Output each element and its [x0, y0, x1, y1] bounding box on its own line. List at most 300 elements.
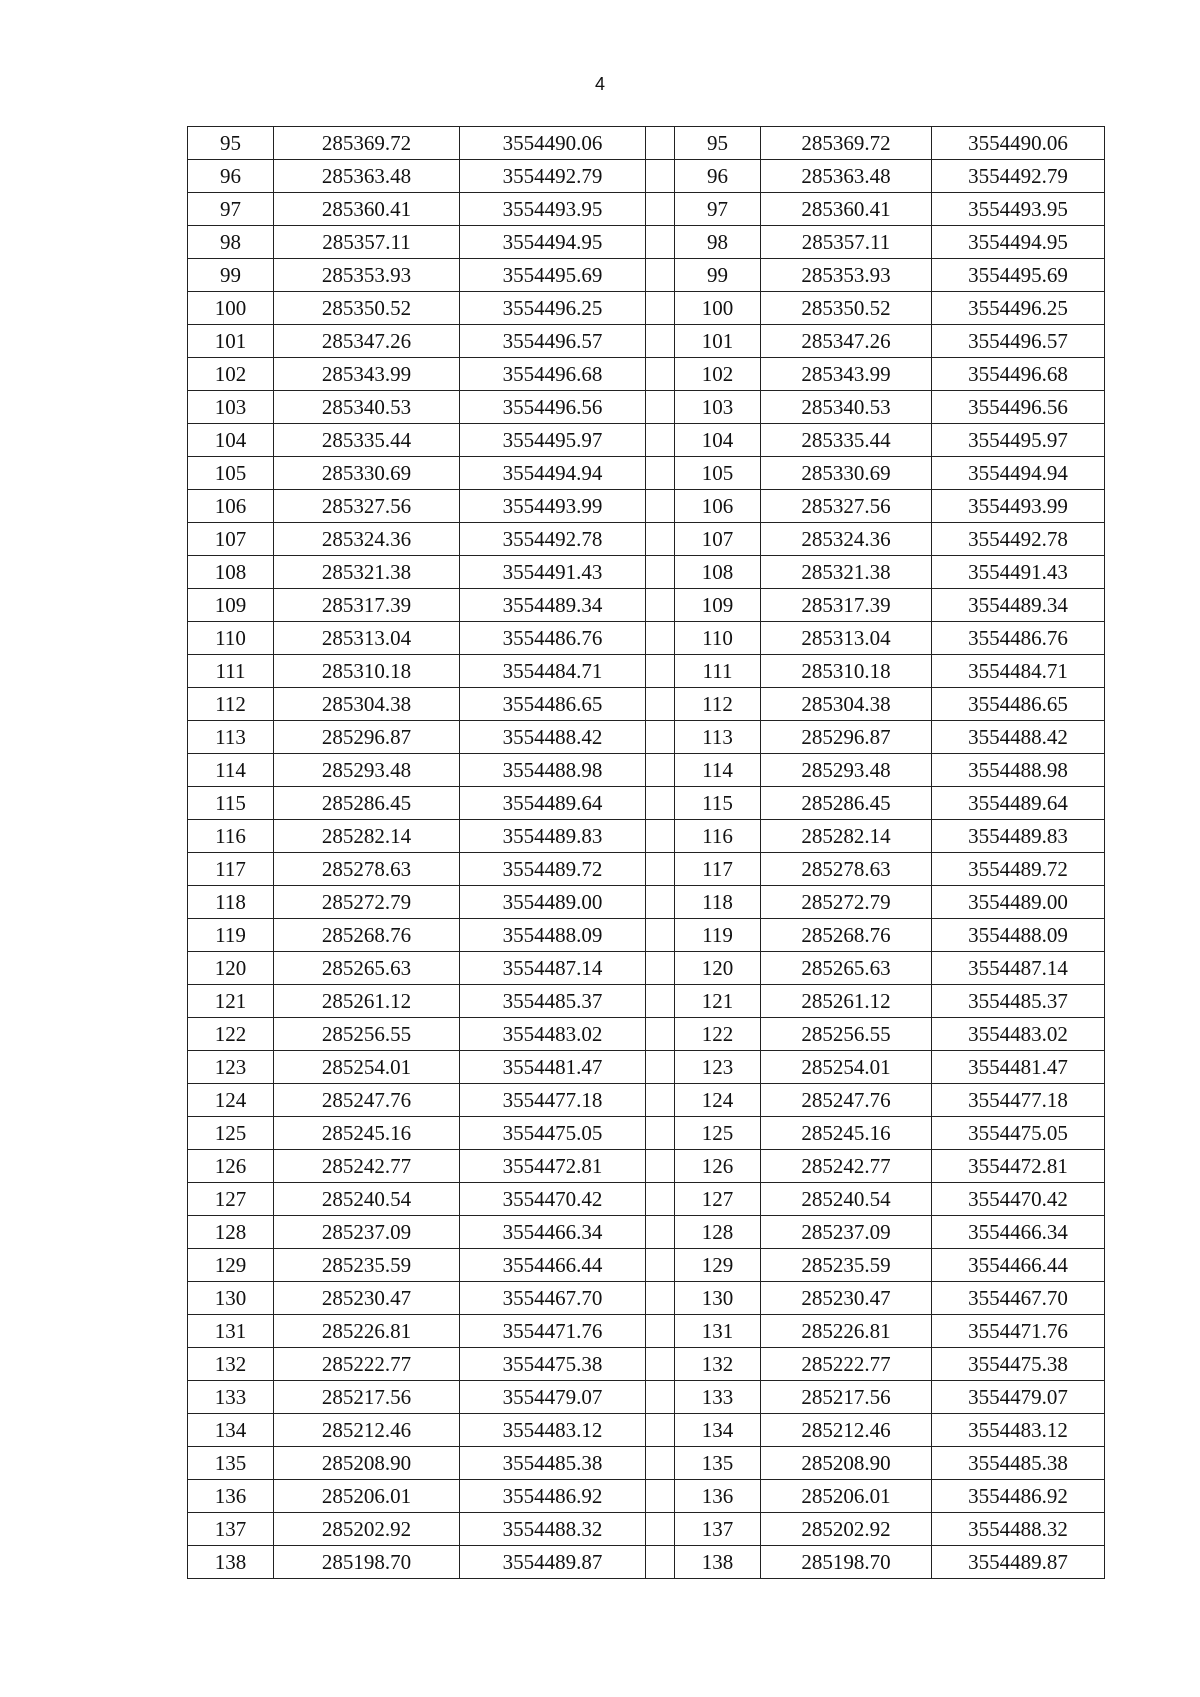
x-coordinate-left: 285286.45 [274, 787, 460, 820]
spacer-cell [646, 523, 675, 556]
spacer-cell [646, 391, 675, 424]
y-coordinate-left: 3554470.42 [460, 1183, 646, 1216]
point-number-left: 133 [188, 1381, 274, 1414]
spacer-cell [646, 589, 675, 622]
table-row [188, 820, 1105, 853]
point-number-left: 134 [188, 1414, 274, 1447]
x-coordinate-left: 285347.26 [274, 325, 460, 358]
x-coordinate-left: 285256.55 [274, 1018, 460, 1051]
point-number-left: 101 [188, 325, 274, 358]
table-row [188, 325, 1105, 358]
x-coordinate-right: 285206.01 [761, 1480, 932, 1513]
spacer-cell [646, 358, 675, 391]
point-number-right: 132 [675, 1348, 761, 1381]
point-number-right: 123 [675, 1051, 761, 1084]
y-coordinate-right: 3554470.42 [932, 1183, 1105, 1216]
x-coordinate-right: 285212.46 [761, 1414, 932, 1447]
spacer-cell [646, 721, 675, 754]
x-coordinate-right: 285237.09 [761, 1216, 932, 1249]
y-coordinate-left: 3554483.02 [460, 1018, 646, 1051]
y-coordinate-left: 3554487.14 [460, 952, 646, 985]
y-coordinate-right: 3554487.14 [932, 952, 1105, 985]
point-number-left: 135 [188, 1447, 274, 1480]
point-number-right: 134 [675, 1414, 761, 1447]
y-coordinate-left: 3554490.06 [460, 127, 646, 160]
point-number-right: 121 [675, 985, 761, 1018]
spacer-cell [646, 655, 675, 688]
point-number-right: 133 [675, 1381, 761, 1414]
point-number-left: 102 [188, 358, 274, 391]
x-coordinate-left: 285350.52 [274, 292, 460, 325]
table-row [188, 1282, 1105, 1315]
y-coordinate-right: 3554490.06 [932, 127, 1105, 160]
x-coordinate-right: 285268.76 [761, 919, 932, 952]
x-coordinate-right: 285313.04 [761, 622, 932, 655]
x-coordinate-right: 285363.48 [761, 160, 932, 193]
y-coordinate-left: 3554489.34 [460, 589, 646, 622]
x-coordinate-right: 285321.38 [761, 556, 932, 589]
x-coordinate-left: 285363.48 [274, 160, 460, 193]
point-number-left: 136 [188, 1480, 274, 1513]
spacer-cell [646, 1150, 675, 1183]
point-number-left: 117 [188, 853, 274, 886]
x-coordinate-left: 285268.76 [274, 919, 460, 952]
x-coordinate-left: 285265.63 [274, 952, 460, 985]
table-row [188, 1348, 1105, 1381]
point-number-right: 130 [675, 1282, 761, 1315]
y-coordinate-right: 3554496.68 [932, 358, 1105, 391]
point-number-right: 114 [675, 754, 761, 787]
spacer-cell [646, 1513, 675, 1546]
point-number-left: 124 [188, 1084, 274, 1117]
x-coordinate-left: 285222.77 [274, 1348, 460, 1381]
y-coordinate-left: 3554493.95 [460, 193, 646, 226]
x-coordinate-left: 285293.48 [274, 754, 460, 787]
spacer-cell [646, 919, 675, 952]
table-row [188, 160, 1105, 193]
table-row [188, 424, 1105, 457]
point-number-right: 110 [675, 622, 761, 655]
spacer-cell [646, 1447, 675, 1480]
x-coordinate-left: 285217.56 [274, 1381, 460, 1414]
point-number-left: 116 [188, 820, 274, 853]
y-coordinate-left: 3554492.78 [460, 523, 646, 556]
y-coordinate-right: 3554485.37 [932, 985, 1105, 1018]
x-coordinate-right: 285353.93 [761, 259, 932, 292]
point-number-left: 122 [188, 1018, 274, 1051]
table-row [188, 259, 1105, 292]
y-coordinate-right: 3554484.71 [932, 655, 1105, 688]
spacer-cell [646, 490, 675, 523]
x-coordinate-right: 285242.77 [761, 1150, 932, 1183]
y-coordinate-left: 3554466.44 [460, 1249, 646, 1282]
spacer-cell [646, 1282, 675, 1315]
spacer-cell [646, 259, 675, 292]
x-coordinate-left: 285335.44 [274, 424, 460, 457]
table-row [188, 985, 1105, 1018]
point-number-left: 115 [188, 787, 274, 820]
point-number-left: 112 [188, 688, 274, 721]
y-coordinate-right: 3554488.42 [932, 721, 1105, 754]
x-coordinate-right: 285272.79 [761, 886, 932, 919]
y-coordinate-left: 3554467.70 [460, 1282, 646, 1315]
x-coordinate-right: 285230.47 [761, 1282, 932, 1315]
x-coordinate-left: 285254.01 [274, 1051, 460, 1084]
y-coordinate-right: 3554489.72 [932, 853, 1105, 886]
x-coordinate-left: 285261.12 [274, 985, 460, 1018]
x-coordinate-right: 285202.92 [761, 1513, 932, 1546]
point-number-left: 107 [188, 523, 274, 556]
table-row [188, 556, 1105, 589]
y-coordinate-left: 3554486.65 [460, 688, 646, 721]
y-coordinate-right: 3554488.98 [932, 754, 1105, 787]
point-number-left: 100 [188, 292, 274, 325]
table-row [188, 193, 1105, 226]
table-row [188, 1084, 1105, 1117]
point-number-right: 99 [675, 259, 761, 292]
y-coordinate-left: 3554489.00 [460, 886, 646, 919]
y-coordinate-left: 3554486.76 [460, 622, 646, 655]
spacer-cell [646, 754, 675, 787]
table-row [188, 919, 1105, 952]
x-coordinate-right: 285247.76 [761, 1084, 932, 1117]
y-coordinate-right: 3554472.81 [932, 1150, 1105, 1183]
y-coordinate-left: 3554493.99 [460, 490, 646, 523]
y-coordinate-left: 3554471.76 [460, 1315, 646, 1348]
point-number-right: 95 [675, 127, 761, 160]
spacer-cell [646, 127, 675, 160]
point-number-right: 102 [675, 358, 761, 391]
y-coordinate-right: 3554496.57 [932, 325, 1105, 358]
y-coordinate-right: 3554471.76 [932, 1315, 1105, 1348]
y-coordinate-right: 3554483.02 [932, 1018, 1105, 1051]
y-coordinate-left: 3554484.71 [460, 655, 646, 688]
y-coordinate-right: 3554493.95 [932, 193, 1105, 226]
point-number-right: 97 [675, 193, 761, 226]
x-coordinate-right: 285217.56 [761, 1381, 932, 1414]
y-coordinate-left: 3554479.07 [460, 1381, 646, 1414]
page-number: 4 [594, 74, 605, 94]
y-coordinate-left: 3554475.38 [460, 1348, 646, 1381]
point-number-left: 131 [188, 1315, 274, 1348]
x-coordinate-left: 285353.93 [274, 259, 460, 292]
point-number-left: 127 [188, 1183, 274, 1216]
point-number-right: 138 [675, 1546, 761, 1579]
x-coordinate-left: 285360.41 [274, 193, 460, 226]
x-coordinate-left: 285369.72 [274, 127, 460, 160]
y-coordinate-right: 3554486.65 [932, 688, 1105, 721]
y-coordinate-left: 3554488.32 [460, 1513, 646, 1546]
y-coordinate-left: 3554494.94 [460, 457, 646, 490]
point-number-left: 125 [188, 1117, 274, 1150]
point-number-right: 103 [675, 391, 761, 424]
point-number-right: 116 [675, 820, 761, 853]
y-coordinate-right: 3554466.44 [932, 1249, 1105, 1282]
spacer-cell [646, 193, 675, 226]
spacer-cell [646, 622, 675, 655]
point-number-left: 95 [188, 127, 274, 160]
x-coordinate-left: 285237.09 [274, 1216, 460, 1249]
x-coordinate-right: 285208.90 [761, 1447, 932, 1480]
y-coordinate-left: 3554472.81 [460, 1150, 646, 1183]
point-number-left: 108 [188, 556, 274, 589]
y-coordinate-right: 3554491.43 [932, 556, 1105, 589]
table-row [188, 1513, 1105, 1546]
y-coordinate-left: 3554466.34 [460, 1216, 646, 1249]
y-coordinate-left: 3554485.37 [460, 985, 646, 1018]
y-coordinate-right: 3554495.97 [932, 424, 1105, 457]
point-number-left: 98 [188, 226, 274, 259]
spacer-cell [646, 457, 675, 490]
table-row [188, 952, 1105, 985]
x-coordinate-left: 285330.69 [274, 457, 460, 490]
point-number-left: 106 [188, 490, 274, 523]
point-number-right: 119 [675, 919, 761, 952]
spacer-cell [646, 688, 675, 721]
y-coordinate-right: 3554479.07 [932, 1381, 1105, 1414]
table-row [188, 688, 1105, 721]
y-coordinate-right: 3554494.94 [932, 457, 1105, 490]
table-row [188, 589, 1105, 622]
y-coordinate-right: 3554488.32 [932, 1513, 1105, 1546]
x-coordinate-left: 285198.70 [274, 1546, 460, 1579]
x-coordinate-right: 285265.63 [761, 952, 932, 985]
y-coordinate-left: 3554494.95 [460, 226, 646, 259]
y-coordinate-right: 3554493.99 [932, 490, 1105, 523]
table-row [188, 1249, 1105, 1282]
spacer-cell [646, 820, 675, 853]
table-row [188, 226, 1105, 259]
y-coordinate-left: 3554495.69 [460, 259, 646, 292]
point-number-right: 120 [675, 952, 761, 985]
point-number-left: 128 [188, 1216, 274, 1249]
point-number-right: 98 [675, 226, 761, 259]
y-coordinate-right: 3554475.05 [932, 1117, 1105, 1150]
table-row [188, 1216, 1105, 1249]
x-coordinate-right: 285343.99 [761, 358, 932, 391]
point-number-right: 129 [675, 1249, 761, 1282]
table-row [188, 655, 1105, 688]
point-number-right: 111 [675, 655, 761, 688]
y-coordinate-left: 3554492.79 [460, 160, 646, 193]
y-coordinate-left: 3554475.05 [460, 1117, 646, 1150]
x-coordinate-right: 285310.18 [761, 655, 932, 688]
spacer-cell [646, 853, 675, 886]
x-coordinate-left: 285272.79 [274, 886, 460, 919]
x-coordinate-left: 285310.18 [274, 655, 460, 688]
point-number-right: 117 [675, 853, 761, 886]
table-row [188, 127, 1105, 160]
x-coordinate-right: 285330.69 [761, 457, 932, 490]
point-number-left: 123 [188, 1051, 274, 1084]
table-row [188, 853, 1105, 886]
coordinates-table [187, 126, 1105, 1579]
table-row [188, 886, 1105, 919]
y-coordinate-right: 3554489.83 [932, 820, 1105, 853]
table-row [188, 523, 1105, 556]
spacer-cell [646, 556, 675, 589]
table-row [188, 1183, 1105, 1216]
table-row [188, 1480, 1105, 1513]
y-coordinate-right: 3554488.09 [932, 919, 1105, 952]
x-coordinate-right: 285304.38 [761, 688, 932, 721]
y-coordinate-right: 3554492.79 [932, 160, 1105, 193]
table-row [188, 721, 1105, 754]
x-coordinate-left: 285357.11 [274, 226, 460, 259]
spacer-cell [646, 226, 675, 259]
y-coordinate-right: 3554492.78 [932, 523, 1105, 556]
spacer-cell [646, 1051, 675, 1084]
point-number-left: 104 [188, 424, 274, 457]
table-row [188, 754, 1105, 787]
table-row [188, 457, 1105, 490]
y-coordinate-left: 3554488.42 [460, 721, 646, 754]
point-number-left: 103 [188, 391, 274, 424]
spacer-cell [646, 1084, 675, 1117]
point-number-left: 137 [188, 1513, 274, 1546]
x-coordinate-left: 285235.59 [274, 1249, 460, 1282]
y-coordinate-left: 3554488.09 [460, 919, 646, 952]
y-coordinate-right: 3554496.56 [932, 391, 1105, 424]
y-coordinate-right: 3554481.47 [932, 1051, 1105, 1084]
point-number-left: 97 [188, 193, 274, 226]
y-coordinate-left: 3554496.25 [460, 292, 646, 325]
x-coordinate-right: 285347.26 [761, 325, 932, 358]
x-coordinate-right: 285335.44 [761, 424, 932, 457]
y-coordinate-right: 3554486.76 [932, 622, 1105, 655]
spacer-cell [646, 787, 675, 820]
x-coordinate-right: 285369.72 [761, 127, 932, 160]
y-coordinate-left: 3554489.87 [460, 1546, 646, 1579]
spacer-cell [646, 1249, 675, 1282]
y-coordinate-left: 3554489.72 [460, 853, 646, 886]
point-number-left: 111 [188, 655, 274, 688]
y-coordinate-right: 3554489.87 [932, 1546, 1105, 1579]
spacer-cell [646, 1216, 675, 1249]
y-coordinate-left: 3554496.57 [460, 325, 646, 358]
point-number-left: 129 [188, 1249, 274, 1282]
point-number-right: 128 [675, 1216, 761, 1249]
x-coordinate-right: 285235.59 [761, 1249, 932, 1282]
x-coordinate-left: 285327.56 [274, 490, 460, 523]
table-row [188, 490, 1105, 523]
spacer-cell [646, 1348, 675, 1381]
point-number-right: 122 [675, 1018, 761, 1051]
point-number-right: 124 [675, 1084, 761, 1117]
point-number-right: 104 [675, 424, 761, 457]
table-row [188, 391, 1105, 424]
point-number-left: 121 [188, 985, 274, 1018]
table-row [188, 1447, 1105, 1480]
x-coordinate-right: 285286.45 [761, 787, 932, 820]
point-number-left: 109 [188, 589, 274, 622]
table-row [188, 1315, 1105, 1348]
point-number-right: 136 [675, 1480, 761, 1513]
y-coordinate-right: 3554466.34 [932, 1216, 1105, 1249]
point-number-right: 100 [675, 292, 761, 325]
x-coordinate-right: 285340.53 [761, 391, 932, 424]
point-number-right: 107 [675, 523, 761, 556]
table-row [188, 1150, 1105, 1183]
x-coordinate-right: 285296.87 [761, 721, 932, 754]
y-coordinate-right: 3554495.69 [932, 259, 1105, 292]
x-coordinate-right: 285198.70 [761, 1546, 932, 1579]
x-coordinate-left: 285226.81 [274, 1315, 460, 1348]
point-number-right: 137 [675, 1513, 761, 1546]
point-number-right: 131 [675, 1315, 761, 1348]
x-coordinate-left: 285278.63 [274, 853, 460, 886]
point-number-left: 130 [188, 1282, 274, 1315]
spacer-cell [646, 952, 675, 985]
x-coordinate-right: 285350.52 [761, 292, 932, 325]
x-coordinate-right: 285245.16 [761, 1117, 932, 1150]
x-coordinate-right: 285324.36 [761, 523, 932, 556]
table-row [188, 1018, 1105, 1051]
x-coordinate-left: 285240.54 [274, 1183, 460, 1216]
x-coordinate-left: 285245.16 [274, 1117, 460, 1150]
y-coordinate-right: 3554496.25 [932, 292, 1105, 325]
x-coordinate-left: 285313.04 [274, 622, 460, 655]
y-coordinate-left: 3554481.47 [460, 1051, 646, 1084]
spacer-cell [646, 160, 675, 193]
point-number-left: 118 [188, 886, 274, 919]
x-coordinate-left: 285304.38 [274, 688, 460, 721]
table-row [188, 358, 1105, 391]
coordinates-table-body [188, 127, 1105, 1579]
point-number-right: 109 [675, 589, 761, 622]
point-number-right: 118 [675, 886, 761, 919]
x-coordinate-right: 285256.55 [761, 1018, 932, 1051]
spacer-cell [646, 1315, 675, 1348]
table-row [188, 1546, 1105, 1579]
table-row [188, 1117, 1105, 1150]
y-coordinate-right: 3554494.95 [932, 226, 1105, 259]
y-coordinate-right: 3554467.70 [932, 1282, 1105, 1315]
table-row [188, 787, 1105, 820]
y-coordinate-left: 3554485.38 [460, 1447, 646, 1480]
spacer-cell [646, 1117, 675, 1150]
table-row [188, 1381, 1105, 1414]
y-coordinate-right: 3554489.34 [932, 589, 1105, 622]
point-number-right: 108 [675, 556, 761, 589]
point-number-left: 120 [188, 952, 274, 985]
x-coordinate-left: 285321.38 [274, 556, 460, 589]
point-number-right: 135 [675, 1447, 761, 1480]
x-coordinate-left: 285247.76 [274, 1084, 460, 1117]
y-coordinate-left: 3554488.98 [460, 754, 646, 787]
y-coordinate-right: 3554483.12 [932, 1414, 1105, 1447]
y-coordinate-right: 3554485.38 [932, 1447, 1105, 1480]
y-coordinate-left: 3554496.68 [460, 358, 646, 391]
y-coordinate-right: 3554489.64 [932, 787, 1105, 820]
x-coordinate-left: 285317.39 [274, 589, 460, 622]
spacer-cell [646, 1480, 675, 1513]
point-number-right: 113 [675, 721, 761, 754]
point-number-left: 110 [188, 622, 274, 655]
spacer-cell [646, 1381, 675, 1414]
y-coordinate-left: 3554477.18 [460, 1084, 646, 1117]
x-coordinate-right: 285327.56 [761, 490, 932, 523]
x-coordinate-left: 285340.53 [274, 391, 460, 424]
point-number-right: 106 [675, 490, 761, 523]
x-coordinate-left: 285206.01 [274, 1480, 460, 1513]
x-coordinate-right: 285261.12 [761, 985, 932, 1018]
x-coordinate-right: 285293.48 [761, 754, 932, 787]
point-number-left: 113 [188, 721, 274, 754]
x-coordinate-right: 285278.63 [761, 853, 932, 886]
spacer-cell [646, 325, 675, 358]
x-coordinate-right: 285222.77 [761, 1348, 932, 1381]
